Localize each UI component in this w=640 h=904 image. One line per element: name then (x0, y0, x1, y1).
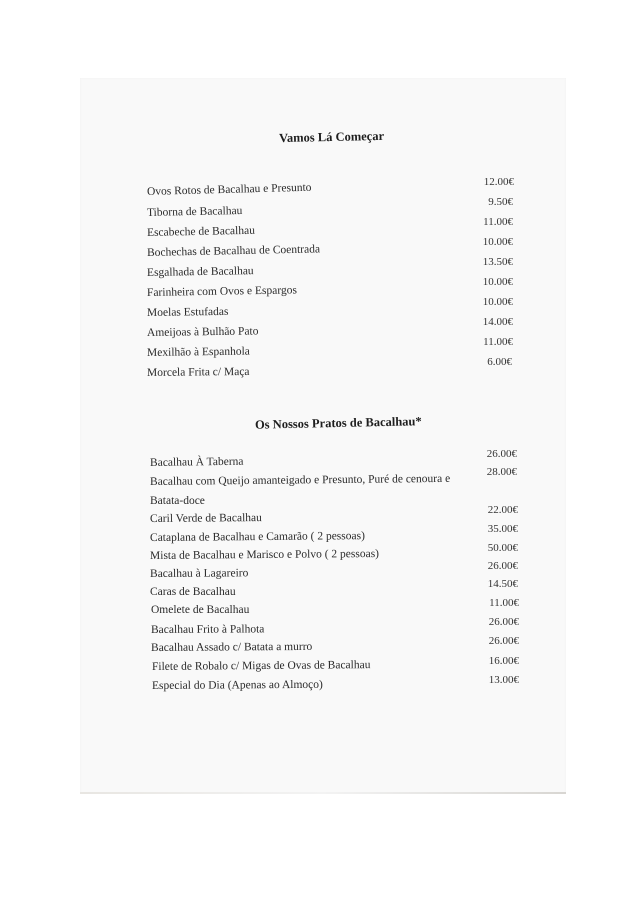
menu-item-price: 11.00€ (483, 336, 513, 348)
menu-item-name: Caril Verde de Bacalhau (149, 512, 262, 525)
menu-item-name: Bacalhau À Taberna (149, 455, 244, 469)
menu-item-name: Mista de Bacalhau e Marisco e Polvo ( 2 pessoas) (149, 548, 380, 562)
menu-item-name-continued: Batata-doce (150, 495, 205, 507)
menu-item-price: 13.50€ (482, 256, 513, 268)
menu-item-price: 26.00€ (488, 616, 519, 628)
menu-item-price: 28.00€ (486, 466, 517, 478)
menu-item-price: 11.00€ (483, 216, 513, 228)
menu-item-price: 10.00€ (482, 276, 513, 288)
menu-item-price: 26.00€ (487, 560, 518, 572)
menu-item-name: Caras de Bacalhau (150, 586, 236, 598)
menu-item-name: Escabeche de Bacalhau (146, 224, 256, 239)
menu-item-name: Bacalhau à Lagareiro (149, 567, 249, 580)
menu-item-price: 11.00€ (489, 597, 519, 609)
menu-item-price: 14.00€ (482, 316, 513, 328)
menu-item-price: 14.50€ (487, 578, 518, 590)
menu-item-name: Tiborna de Bacalhau (146, 205, 243, 219)
menu-item-price: 10.00€ (482, 296, 513, 308)
section-title-cod-dishes: Os Nossos Pratos de Bacalhau* (254, 414, 422, 432)
menu-item-name: Moelas Estufadas (146, 305, 229, 319)
menu-item-name: Bacalhau Frito à Palhota (150, 623, 265, 636)
menu-item-name: Bacalhau Assado c/ Batata a murro (150, 640, 313, 654)
menu-item-price: 16.00€ (488, 655, 519, 667)
menu-item-name: Farinheira com Ovos e Espargos (146, 284, 297, 299)
menu-item-price: 13.00€ (488, 674, 519, 686)
menu-item-price: 35.00€ (487, 523, 518, 535)
menu-item-price: 6.00€ (487, 356, 512, 368)
menu-item-price: 10.00€ (482, 236, 513, 248)
menu-item-name: Omelete de Bacalhau (151, 604, 250, 616)
menu-item-name: Especial do Dia (Apenas ao Almoço) (151, 678, 323, 692)
menu-item-name: Ovos Rotos de Bacalhau e Presunto (146, 181, 312, 198)
menu-item-name: Cataplana de Bacalhau e Camarão ( 2 pessoas) (149, 530, 365, 544)
menu-item-price: 26.00€ (488, 635, 519, 647)
section-title-starters: Vamos Lá Começar (278, 128, 385, 146)
menu-item-name: Bochechas de Bacalhau de Coentrada (146, 243, 321, 259)
menu-item-name: Morcela Frita c/ Maça (146, 365, 250, 379)
menu-item-name: Filete de Robalo c/ Migas de Ovas de Bacalhau (151, 659, 371, 673)
menu-item-price: 22.00€ (487, 504, 518, 516)
menu-item-price: 26.00€ (486, 448, 517, 460)
menu-item-price: 12.00€ (483, 176, 514, 188)
menu-item-name: Esgalhada de Bacalhau (146, 265, 254, 279)
menu-item-price: 9.50€ (488, 196, 513, 208)
menu-item-name: Ameijoas à Bulhão Pato (146, 325, 259, 339)
menu-item-name: Bacalhau com Queijo amanteigado e Presunto, Puré de cenoura e (149, 472, 451, 488)
menu-item-name: Mexilhão à Espanhola (146, 345, 250, 359)
menu-item-price: 50.00€ (487, 542, 518, 554)
